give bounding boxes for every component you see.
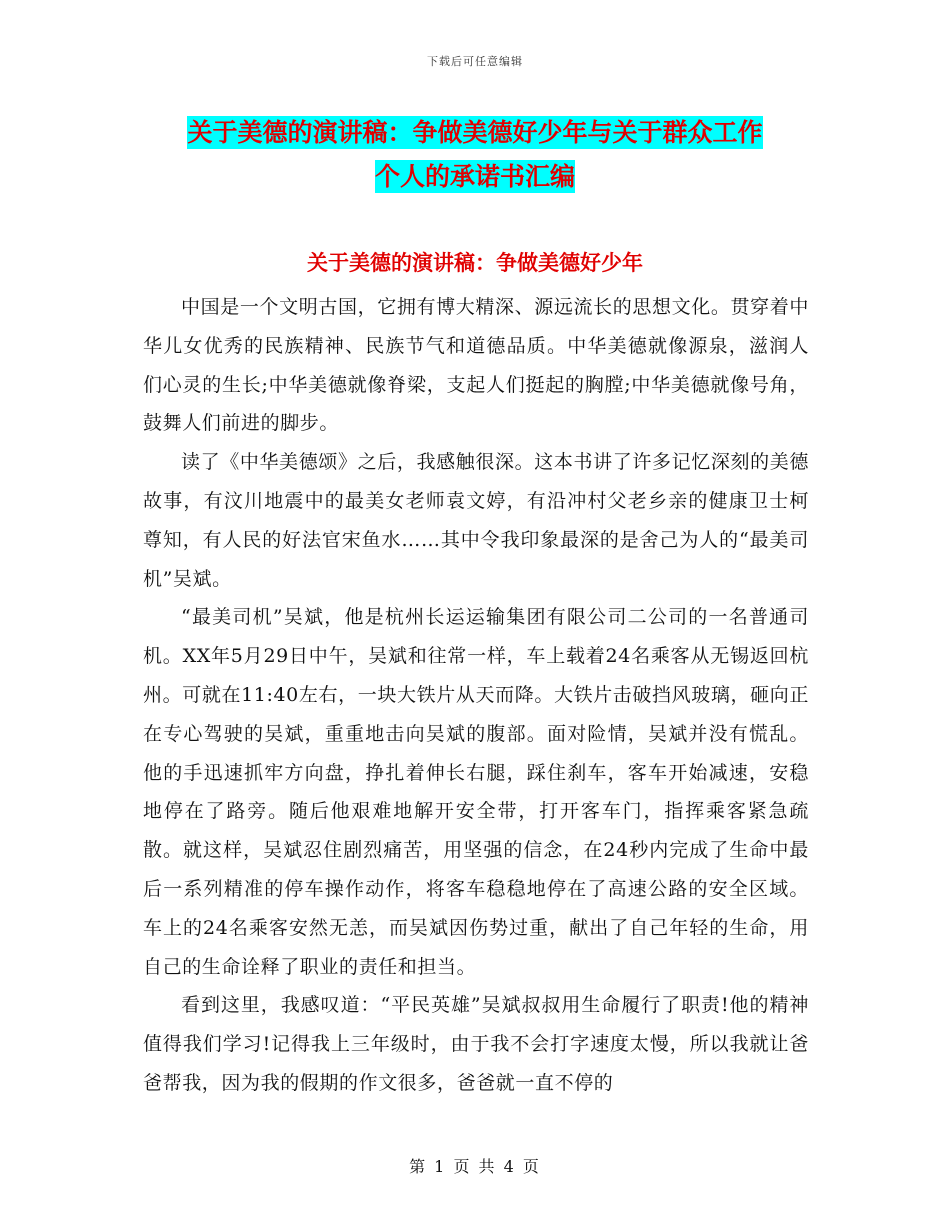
paragraph: 中国是一个文明古国，它拥有博大精深、源远流长的思想文化。贯穿着中华儿女优秀的民族精神、民族节气和道德品质。中华美德就像源泉，滋润人们心灵的生长;中华美德就像脊梁，支起人们挺起的胸膛;中华美德就像号角，鼓舞人们前进的脚步。: [143, 296, 809, 435]
page-footer: 第 1 页 共 4 页: [409, 1157, 541, 1176]
body-text: [143, 288, 809, 1103]
title-highlight: 个人的承诺书汇编: [374, 162, 575, 191]
document-title-line-2: [0, 155, 950, 199]
paragraph: “最美司机”吴斌，他是杭州长运运输集团有限公司二公司的一名普通司机。XX年5月29日中午，吴斌和往常一样，车上载着24名乘客从无锡返回杭州。可就在11:40左右，一块大铁片从天而降。大铁片击破挡风玻璃，砸向正在专心驾驶的吴斌，重重地击向吴斌的腹部。面对险情，吴斌并没有慌乱。他的手迅速抓牢方向盘，挣扎着伸长右腿，踩住刹车，客车开始减速，安稳地停在了路旁。随后他艰难地解开安全带，打开客车门，指挥乘客紧急疏散。就这样，吴斌忍住剧烈痛苦，用坚强的信念，在24秒内完成了生命中最后一系列精准的停车操作动作，将客车稳稳地停在了高速公路的安全区域。车上的24名乘客安然无恙，而吴斌因伤势过重，献出了自己年轻的生命，用自己的生命诠释了职业的责任和担当。: [143, 606, 809, 978]
paragraph: 看到这里，我感叹道：“平民英雄”吴斌叔叔用生命履行了职责!他的精神值得我们学习!记得我上三年级时，由于我不会打字速度太慢，所以我就让爸爸帮我，因为我的假期的作文很多，爸爸就一直不停的: [143, 994, 809, 1094]
section-title: 关于美德的演讲稿：争做美德好少年: [307, 251, 643, 275]
paragraph: 读了《中华美德颂》之后，我感触很深。这本书讲了许多记忆深刻的美德故事，有汶川地震中的最美女老师袁文婷，有沿冲村父老乡亲的健康卫士柯尊知，有人民的好法官宋鱼水……其中令我印象最深的是舍己为人的“最美司机”吴斌。: [143, 451, 809, 590]
document-title-line-1: [0, 111, 950, 155]
title-highlight: 关于美德的演讲稿：争做美德好少年与关于群众工作: [187, 118, 763, 147]
header-note: 下载后可任意编辑: [427, 55, 523, 68]
document-title: [0, 111, 950, 199]
